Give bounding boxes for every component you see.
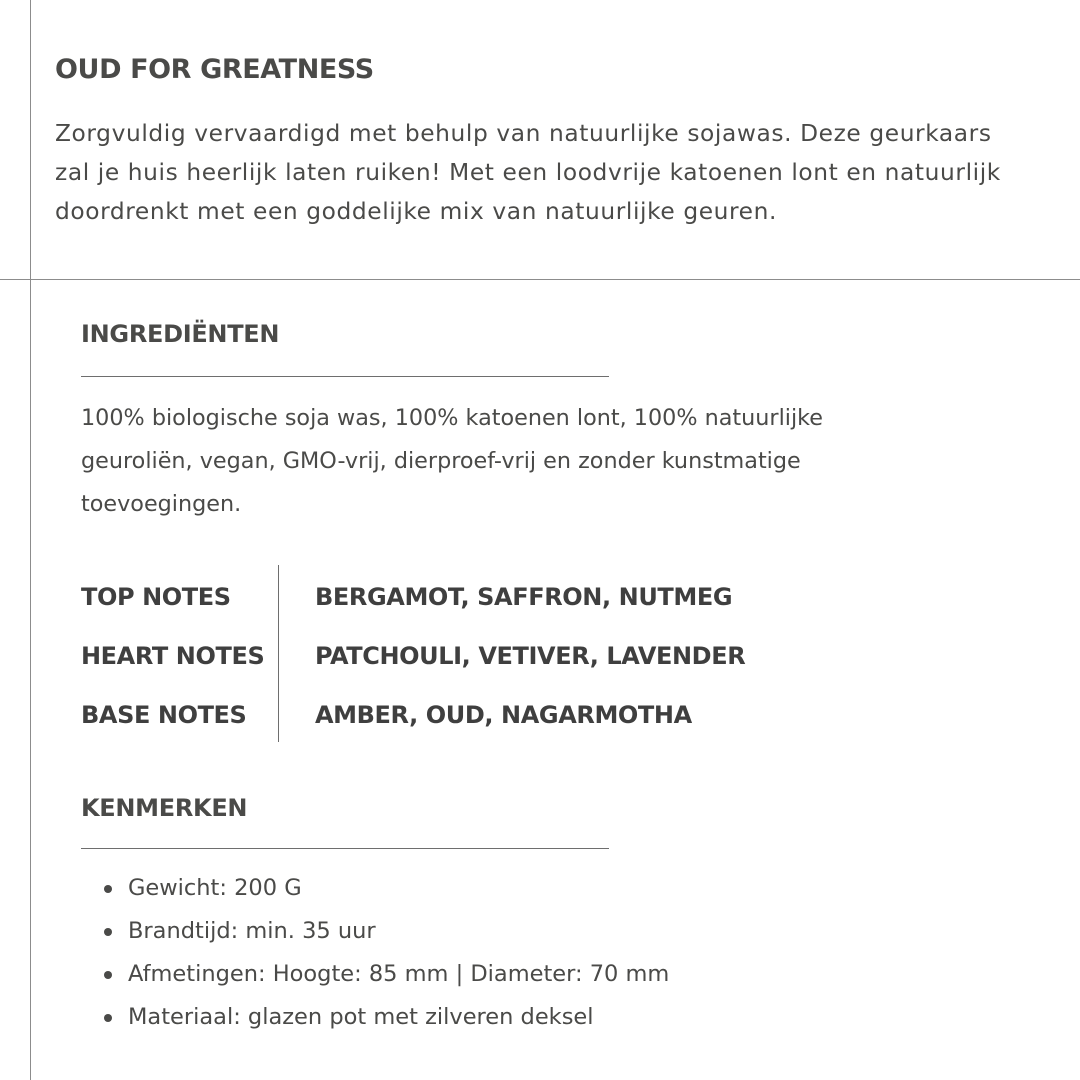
bullet-icon <box>104 1014 112 1022</box>
notes-divider <box>278 565 279 742</box>
list-item <box>100 996 669 1039</box>
bullet-icon <box>104 971 112 979</box>
base-notes-value: AMBER, OUD, NAGARMOTHA <box>315 701 692 729</box>
features-heading: KENMERKEN <box>81 794 248 822</box>
feature-material: Materiaal: glazen pot met zilveren deksel <box>128 1004 594 1030</box>
list-item <box>100 953 669 996</box>
base-notes-label: BASE NOTES <box>81 701 247 729</box>
ingredients-heading: INGREDIËNTEN <box>81 320 280 348</box>
ingredients-line: geuroliën, vegan, GMO-vrij, dierproef-vrij en zonder kunstmatige <box>81 448 801 474</box>
feature-weight: Gewicht: 200 G <box>128 875 302 901</box>
description-line: Zorgvuldig vervaardigd met behulp van natuurlijke sojawas. Deze geurkaars <box>55 120 992 147</box>
section-divider-line <box>0 279 1080 280</box>
list-item <box>100 867 669 910</box>
heart-notes-label: HEART NOTES <box>81 642 265 670</box>
list-item <box>100 910 669 953</box>
top-notes-label: TOP NOTES <box>81 583 231 611</box>
product-description <box>55 114 1055 231</box>
feature-burn-time: Brandtijd: min. 35 uur <box>128 918 376 944</box>
feature-dimensions: Afmetingen: Hoogte: 85 mm | Diameter: 70 mm <box>128 961 670 987</box>
bullet-icon <box>104 885 112 893</box>
left-border-line <box>30 0 31 1080</box>
description-line: zal je huis heerlijk laten ruiken! Met een loodvrije katoenen lont en natuurlijk <box>55 159 1001 186</box>
heart-notes-value: PATCHOULI, VETIVER, LAVENDER <box>315 642 746 670</box>
bullet-icon <box>104 928 112 936</box>
top-notes-value: BERGAMOT, SAFFRON, NUTMEG <box>315 583 733 611</box>
features-underline <box>81 848 609 849</box>
product-title: OUD FOR GREATNESS <box>55 54 374 85</box>
ingredients-line: toevoegingen. <box>81 491 242 517</box>
ingredients-line: 100% biologische soja was, 100% katoenen lont, 100% natuurlijke <box>81 405 824 431</box>
ingredients-text <box>81 397 961 526</box>
ingredients-underline <box>81 376 609 377</box>
features-list <box>100 867 669 1039</box>
description-line: doordrenkt met een goddelijke mix van natuurlijke geuren. <box>55 198 777 225</box>
